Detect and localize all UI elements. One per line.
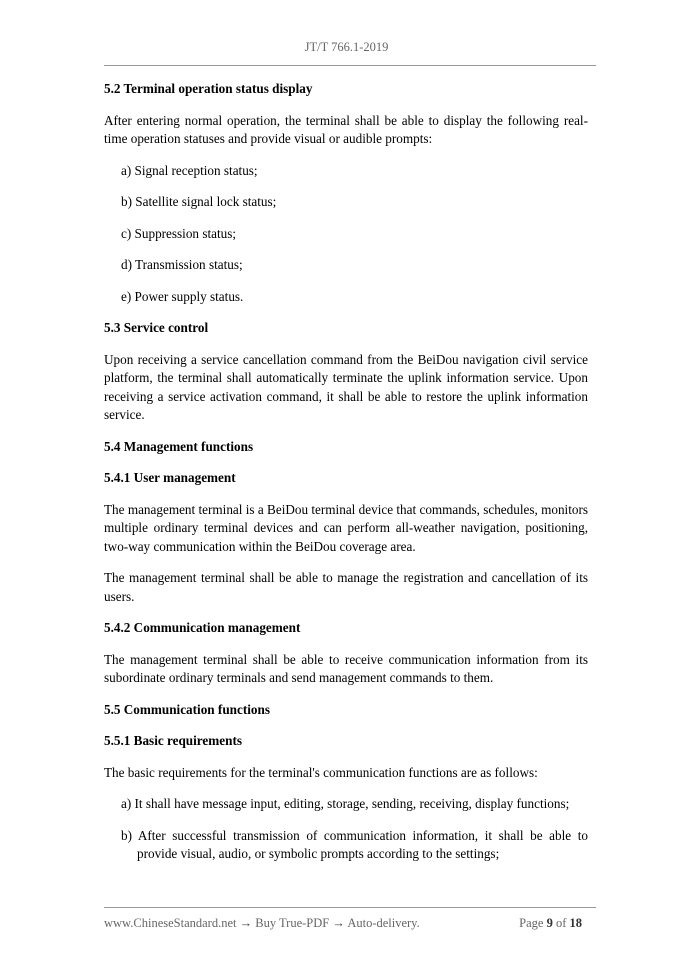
section-5-5-heading: 5.5 Communication functions — [104, 701, 270, 717]
section-5-4-1-paragraph-1: The management terminal is a BeiDou terminal device that commands, schedules, monitors multiple ordinary terminal devices and can perform all-weather navigation, positioning, two-way communication within the BeiDou coverage area. — [104, 501, 588, 554]
total-pages: 18 — [569, 916, 582, 930]
section-5-3-heading: 5.3 Service control — [104, 320, 209, 335]
arrow-right-icon: → — [239, 916, 253, 930]
footer-links — [104, 916, 420, 931]
section-5-4-2-text: The management terminal shall be able to receive communication information from its subordinate ordinary terminals and send management commands to them. — [104, 651, 588, 685]
site-link[interactable]: www.ChineseStandard.net — [104, 916, 237, 930]
list-item: a) It shall have message input, editing, storage, sending, receiving, display functions; — [121, 796, 570, 811]
footer-divider — [104, 907, 596, 908]
page-label: Page — [519, 916, 544, 930]
section-5-2-heading: 5.2 Terminal operation status display — [104, 81, 313, 96]
page-body — [104, 80, 588, 877]
arrow-right-icon: → — [332, 916, 345, 930]
section-5-2-intro: After entering normal operation, the terminal shall be able to display the following real-time operation statuses and provide visual or audible prompts: — [104, 112, 588, 146]
section-5-4-2-heading: 5.4.2 Communication management — [104, 620, 301, 635]
section-5-5-1-heading: 5.5.1 Basic requirements — [104, 733, 242, 748]
list-item: d) Transmission status; — [121, 257, 243, 272]
list-item: a) Signal reception status; — [121, 162, 258, 178]
section-5-4-heading: 5.4 Management functions — [104, 438, 254, 454]
of-label: of — [555, 916, 567, 930]
list-item: e) Power supply status. — [121, 288, 244, 304]
page-number — [519, 916, 582, 931]
section-5-5-1-intro: The basic requirements for the terminal's communication functions are as follows: — [104, 764, 538, 780]
section-5-3-text: Upon receiving a service cancellation command from the BeiDou navigation civil service platform, the terminal shall automatically terminate the uplink information service. Upon receiving a service activation command, it shall be able to restore the uplink information service. — [104, 351, 588, 422]
current-page: 9 — [546, 916, 553, 930]
auto-delivery-text: Auto-delivery. — [347, 916, 420, 930]
list-item: b) Satellite signal lock status; — [121, 194, 277, 209]
list-item: c) Suppression status; — [121, 225, 237, 241]
buy-pdf-link[interactable]: Buy True-PDF — [255, 916, 330, 930]
document-id: JT/T 766.1-2019 — [304, 40, 389, 54]
header-divider — [104, 65, 596, 66]
section-5-4-1-heading: 5.4.1 User management — [104, 470, 236, 485]
section-5-4-1-paragraph-2: The management terminal shall be able to manage the registration and cancellation of its users. — [104, 570, 588, 604]
list-item: b) After successful transmission of communication information, it shall be able to provide visual, audio, or symbolic prompts according to the settings; — [121, 827, 588, 861]
